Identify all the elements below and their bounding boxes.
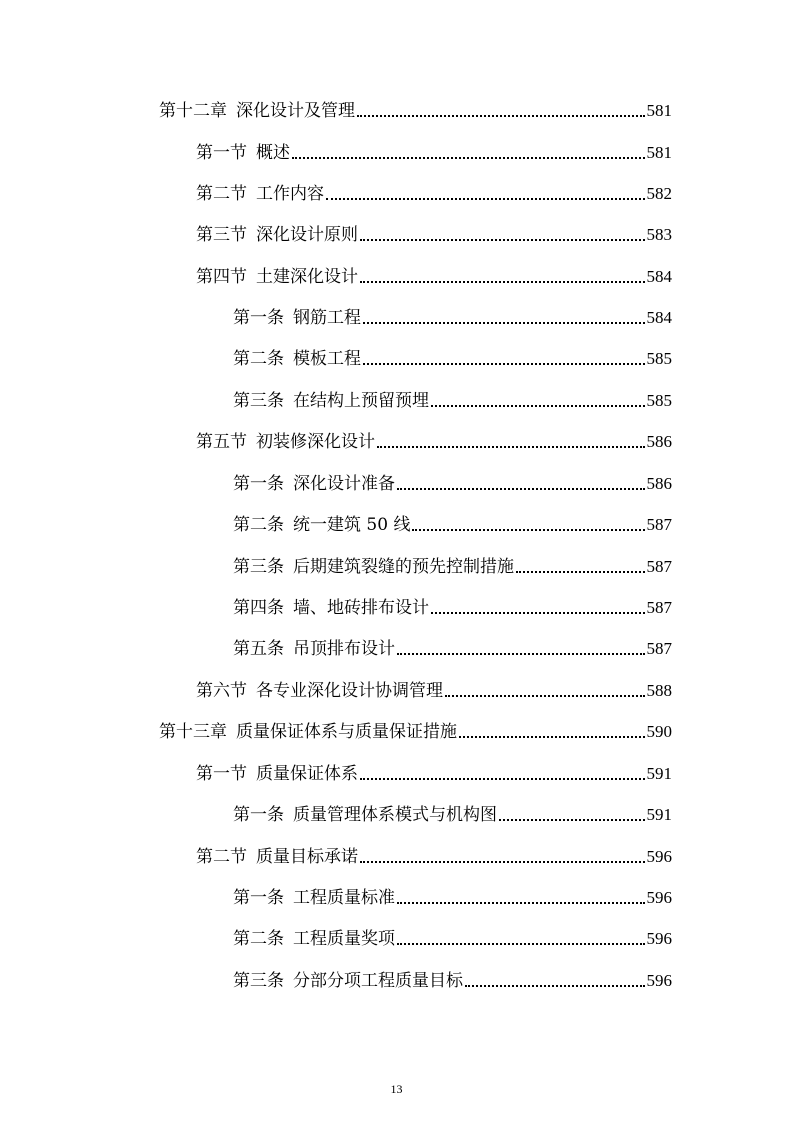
toc-dot-leader — [326, 198, 645, 200]
toc-dot-leader — [397, 653, 645, 655]
toc-entry-article[interactable] — [233, 304, 672, 328]
toc-entry-article[interactable] — [233, 345, 672, 369]
toc-entry-page: 583 — [646, 225, 672, 244]
toc-entry-article[interactable] — [233, 387, 672, 411]
toc-entry-number: 第十二章 — [159, 101, 227, 121]
toc-entry-number: 第一条 — [233, 805, 284, 825]
toc-entry-page: 596 — [646, 888, 672, 907]
toc-entry-number: 第六节 — [196, 681, 247, 701]
toc-entry-section[interactable] — [196, 677, 672, 701]
page-number: 13 — [390, 1082, 403, 1096]
toc-entry-title: 模板工程 — [293, 349, 361, 369]
toc-entry-title: 质量保证体系与质量保证措施 — [236, 722, 457, 742]
toc-entry-number: 第二条 — [233, 349, 284, 369]
toc-dot-leader — [360, 281, 645, 283]
toc-dot-leader — [397, 943, 645, 945]
toc-entry-title: 墙、地砖排布设计 — [293, 598, 429, 618]
toc-entry-number: 第二条 — [233, 929, 284, 949]
toc-entry-number: 第五条 — [233, 639, 284, 659]
toc-entry-article[interactable] — [233, 553, 672, 577]
toc-entry-chapter-13[interactable] — [159, 718, 672, 742]
toc-dot-leader — [459, 736, 645, 738]
toc-dot-leader — [363, 322, 645, 324]
toc-entry-section[interactable] — [196, 139, 672, 163]
toc-entry-title: 初装修深化设计 — [256, 432, 375, 452]
toc-entry-article[interactable] — [233, 967, 672, 991]
toc-dot-leader — [431, 405, 645, 407]
toc-entry-page: 596 — [646, 847, 672, 866]
toc-dot-leader — [499, 819, 645, 821]
toc-entry-article[interactable] — [233, 801, 672, 825]
toc-entry-section[interactable] — [196, 221, 672, 245]
toc-dot-leader — [377, 446, 645, 448]
toc-entry-number: 第四条 — [233, 598, 284, 618]
toc-entry-page: 582 — [646, 184, 672, 203]
toc-entry-article[interactable] — [233, 594, 672, 618]
toc-entry-page: 588 — [646, 681, 672, 700]
toc-entry-section[interactable] — [196, 263, 672, 287]
toc-entry-title: 质量管理体系模式与机构图 — [293, 805, 497, 825]
toc-dot-leader — [360, 861, 645, 863]
toc-entry-page: 587 — [646, 639, 672, 658]
toc-entry-page: 584 — [646, 308, 672, 327]
toc-dot-leader — [292, 157, 645, 159]
toc-entry-title: 统一建筑 50 线 — [293, 515, 411, 535]
toc-entry-page: 587 — [646, 557, 672, 576]
toc-entry-title: 土建深化设计 — [256, 267, 358, 287]
toc-entry-page: 585 — [646, 391, 672, 410]
toc-dot-leader — [360, 239, 645, 241]
toc-entry-title: 深化设计及管理 — [236, 101, 355, 121]
toc-entry-page: 584 — [646, 267, 672, 286]
toc-dot-leader — [465, 985, 645, 987]
toc-dot-leader — [397, 488, 645, 490]
toc-entry-number: 第一条 — [233, 308, 284, 328]
toc-entry-section[interactable] — [196, 760, 672, 784]
toc-entry-section[interactable] — [196, 843, 672, 867]
toc-entry-number: 第五节 — [196, 432, 247, 452]
toc-entry-title: 吊顶排布设计 — [293, 639, 395, 659]
toc-entry-title: 质量目标承诺 — [256, 847, 358, 867]
toc-dot-leader — [516, 571, 645, 573]
toc-entry-section[interactable] — [196, 428, 672, 452]
toc-entry-number: 第三条 — [233, 391, 284, 411]
toc-entry-page: 596 — [646, 929, 672, 948]
toc-entry-number: 第一节 — [196, 143, 247, 163]
toc-dot-leader — [357, 115, 645, 117]
toc-entry-page: 591 — [646, 805, 672, 824]
toc-entry-page: 586 — [646, 432, 672, 451]
toc-entry-number: 第一条 — [233, 474, 284, 494]
toc-entry-article[interactable] — [233, 884, 672, 908]
toc-entry-page: 581 — [646, 101, 672, 120]
toc-entry-title: 后期建筑裂缝的预先控制措施 — [293, 557, 514, 577]
toc-entry-number: 第二节 — [196, 184, 247, 204]
toc-entry-number: 第三条 — [233, 557, 284, 577]
toc-entry-page: 596 — [646, 971, 672, 990]
toc-entry-page: 587 — [646, 598, 672, 617]
toc-entry-number: 第二条 — [233, 515, 284, 535]
toc-entry-page: 587 — [646, 515, 672, 534]
toc-dot-leader — [412, 529, 644, 531]
toc-entry-page: 590 — [646, 722, 672, 741]
toc-entry-title: 各专业深化设计协调管理 — [256, 681, 443, 701]
toc-entry-title: 钢筋工程 — [293, 308, 361, 328]
toc-dot-leader — [445, 695, 645, 697]
toc-dot-leader — [431, 612, 645, 614]
toc-entry-page: 591 — [646, 764, 672, 783]
toc-entry-title: 深化设计准备 — [293, 474, 395, 494]
toc-entry-number: 第四节 — [196, 267, 247, 287]
toc-entry-title: 工作内容 — [256, 184, 324, 204]
toc-entry-title: 分部分项工程质量目标 — [293, 971, 463, 991]
toc-dot-leader — [397, 902, 645, 904]
toc-entry-article[interactable] — [233, 470, 672, 494]
toc-entry-number: 第十三章 — [159, 722, 227, 742]
toc-entry-title: 质量保证体系 — [256, 764, 358, 784]
toc-entry-title: 在结构上预留预埋 — [293, 391, 429, 411]
toc-entry-article[interactable] — [233, 635, 672, 659]
toc-dot-leader — [360, 778, 645, 780]
toc-entry-page: 585 — [646, 349, 672, 368]
toc-entry-chapter-12[interactable] — [159, 97, 672, 121]
toc-entry-title: 深化设计原则 — [256, 225, 358, 245]
toc-dot-leader — [363, 363, 645, 365]
toc-entry-page: 586 — [646, 474, 672, 493]
toc-entry-article[interactable] — [233, 511, 672, 535]
toc-entry-page: 581 — [646, 143, 672, 162]
toc-entry-title: 工程质量奖项 — [293, 929, 395, 949]
toc-entry-number: 第三节 — [196, 225, 247, 245]
toc-entry-section[interactable] — [196, 180, 672, 204]
toc-entry-number: 第二节 — [196, 847, 247, 867]
toc-entry-number: 第一节 — [196, 764, 247, 784]
toc-entry-article[interactable] — [233, 925, 672, 949]
toc-entry-title: 概述 — [256, 143, 290, 163]
toc-entry-title: 工程质量标准 — [293, 888, 395, 908]
toc-entry-number: 第一条 — [233, 888, 284, 908]
toc-entry-number: 第三条 — [233, 971, 284, 991]
